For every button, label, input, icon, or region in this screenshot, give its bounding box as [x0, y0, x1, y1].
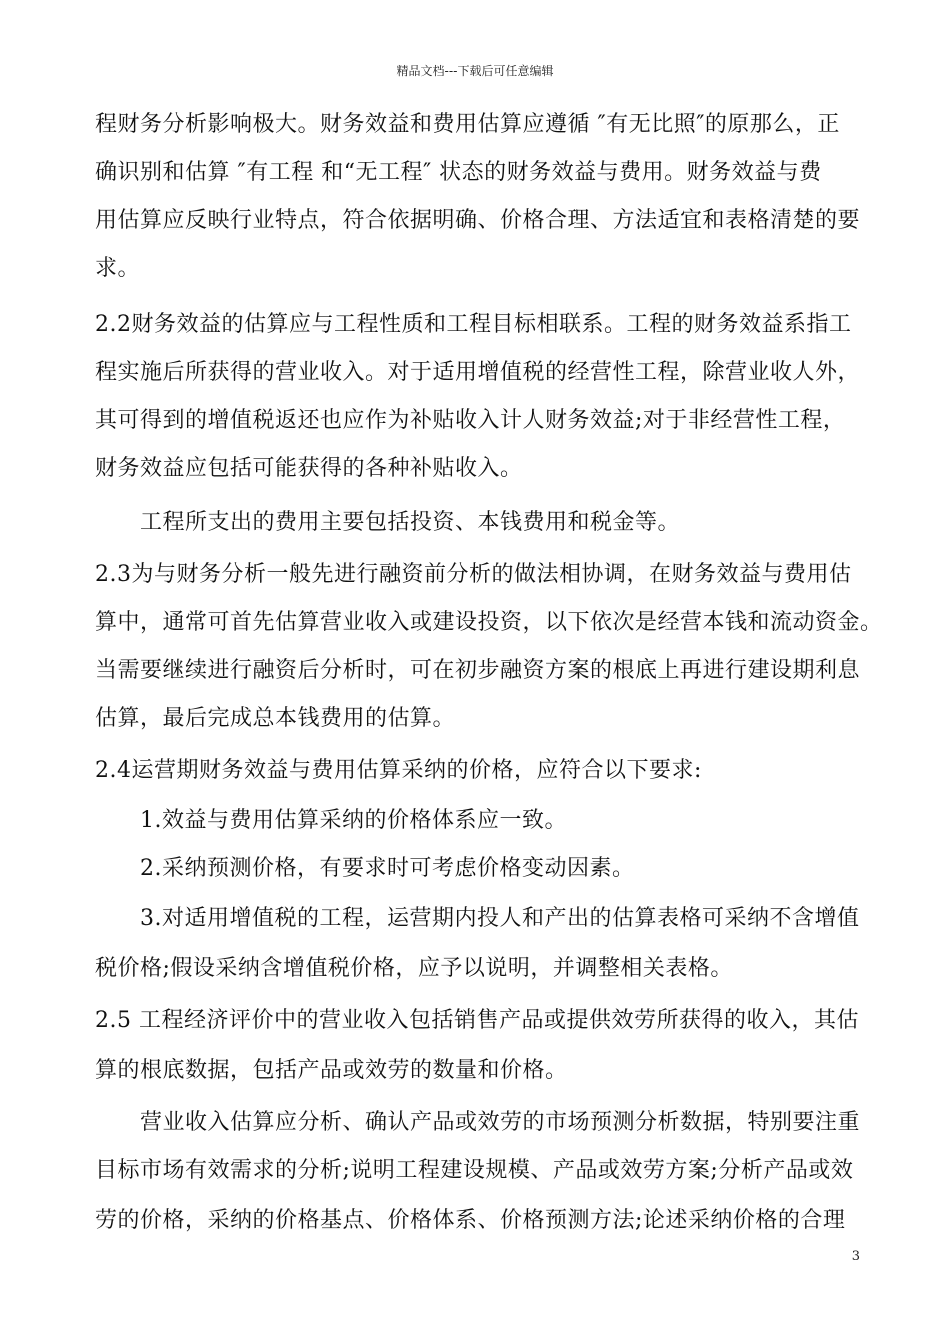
text-line: 2.采纳预测价格，有要求时可考虑价格变动因素。	[140, 856, 635, 881]
text-line: 程实施后所获得的营业收入。对于适用增值税的经营性工程，除营业收人外，	[95, 360, 861, 385]
text-line: 算的根底数据，包括产品或效劳的数量和价格。	[95, 1058, 568, 1083]
page-header: 精品文档---下载后可任意编辑	[396, 64, 554, 78]
text-line: 其可得到的增值税返还也应作为补贴收入计人财务效益;对于非经营性工程，	[95, 408, 846, 433]
text-line: 用估算应反映行业特点，符合依据明确、价格合理、方法适宜和表格清楚的要	[95, 208, 861, 233]
text-line: 程财务分析影响极大。财务效益和费用估算应遵循 ″有无比照″的原那么，正	[95, 112, 840, 137]
text-line: 营业收入估算应分析、确认产品或效劳的市场预测分析数据，特别要注重	[140, 1110, 861, 1135]
text-line: 2.3为与财务分析一般先进行融资前分析的做法相协调，在财务效益与费用估	[95, 562, 852, 587]
text-line: 目标市场有效需求的分析;说明工程建设规模、产品或效劳方案;分析产品或效	[95, 1158, 854, 1183]
text-line: 3.对适用增值税的工程，运营期内投人和产出的估算表格可采纳不含增值	[140, 906, 860, 931]
text-line: 求。	[95, 256, 141, 281]
text-line: 算中，通常可首先估算营业收入或建设投资，以下依次是经营本钱和流动资金。	[95, 610, 883, 635]
text-line: 2.2财务效益的估算应与工程性质和工程目标相联系。工程的财务效益系指工	[95, 312, 852, 337]
text-line: 估算，最后完成总本钱费用的估算。	[95, 706, 456, 731]
text-line: 1.效益与费用估算采纳的价格体系应一致。	[140, 808, 567, 833]
text-line: 财务效益应包括可能获得的各种补贴收入。	[95, 456, 523, 481]
text-line: 工程所支出的费用主要包括投资、本钱费用和税金等。	[140, 510, 681, 535]
text-line: 劳的价格，采纳的价格基点、价格体系、价格预测方法;论述采纳价格的合理	[95, 1208, 846, 1233]
page-number: 3	[851, 1249, 860, 1264]
text-line: 确识别和估算 ″有工程 和“无工程″ 状态的财务效益与费用。财务效益与费	[95, 160, 822, 185]
text-line: 当需要继续进行融资后分析时，可在初步融资方案的根底上再进行建设期利息	[95, 658, 861, 683]
text-line: 2.4运营期财务效益与费用估算采纳的价格，应符合以下要求:	[95, 758, 702, 783]
text-line: 税价格;假设采纳含增值税价格，应予以说明，并调整相关表格。	[95, 956, 733, 981]
text-line: 2.5 工程经济评价中的营业收入包括销售产品或提供效劳所获得的收入，其估	[95, 1008, 859, 1033]
